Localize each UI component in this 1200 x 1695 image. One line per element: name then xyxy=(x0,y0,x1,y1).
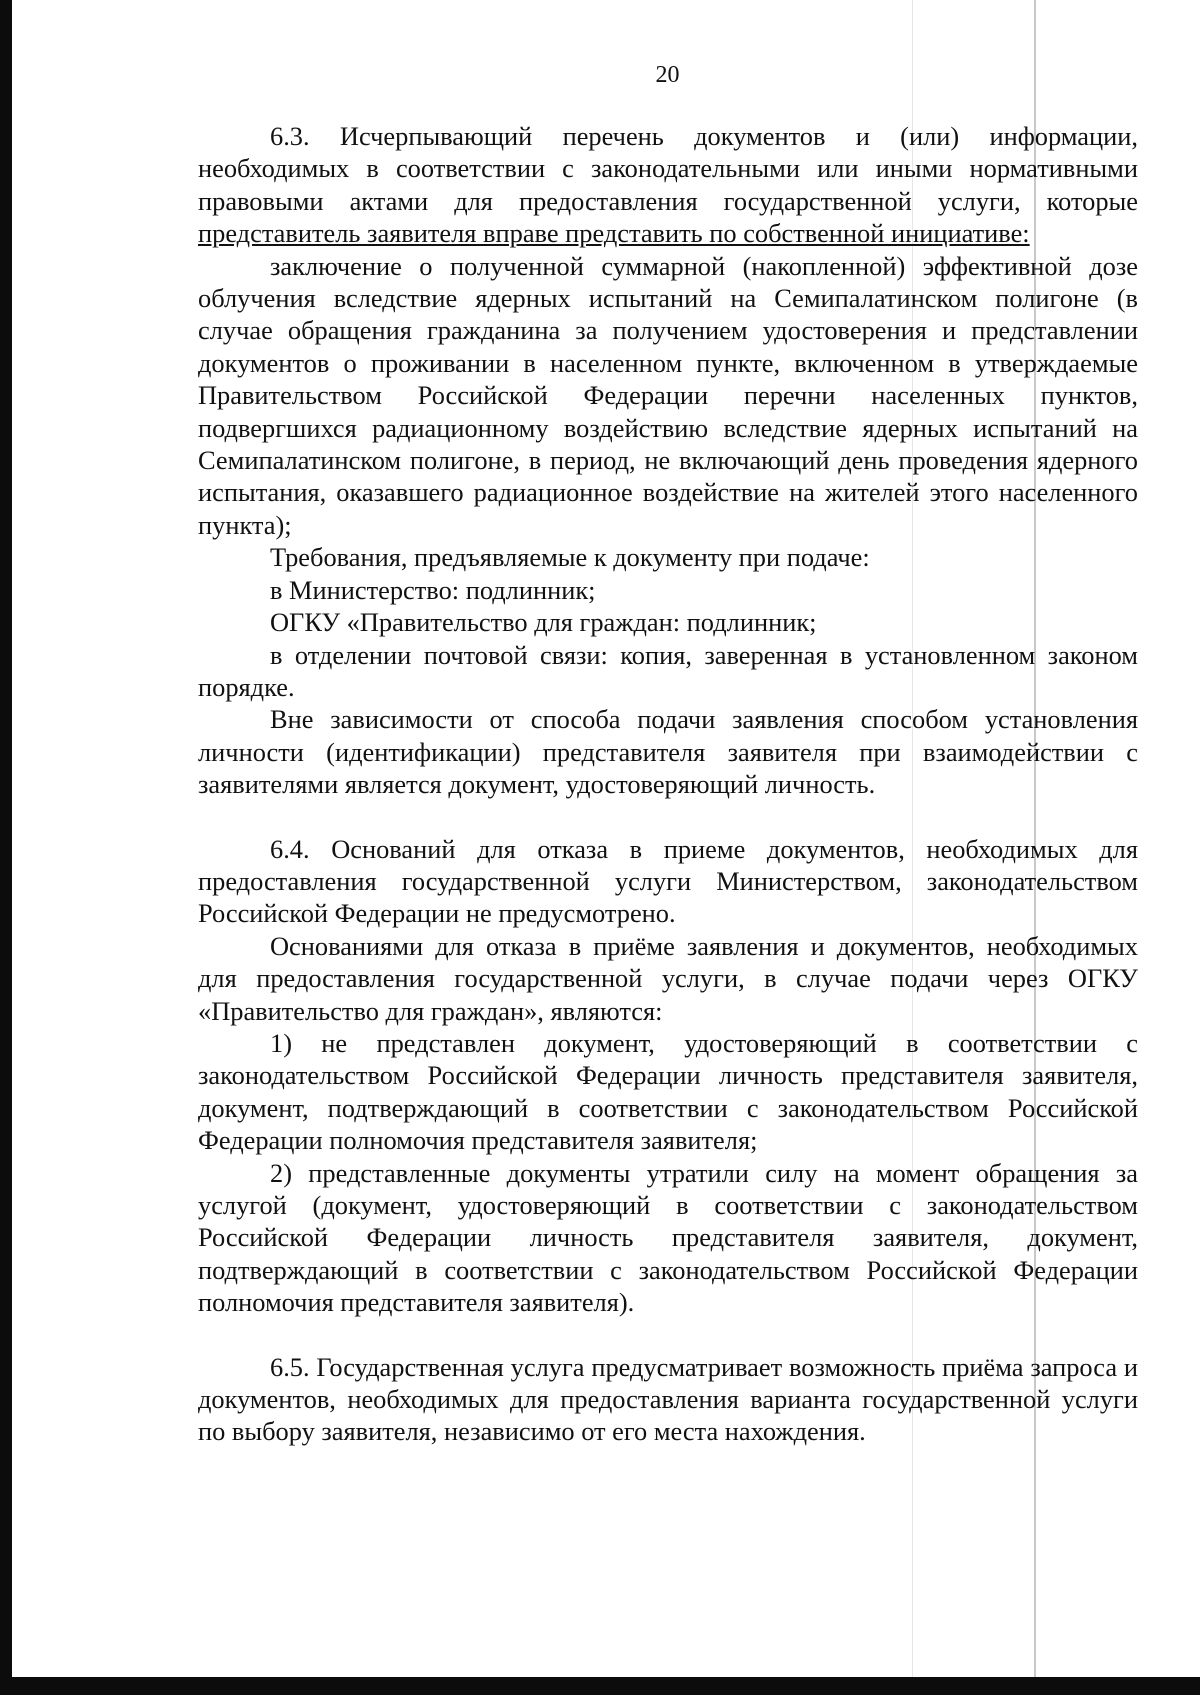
section-6-4-paragraph: 1) не представлен документ, удостоверяющий в соответствии с законодательством Российской Федерации личность представителя заявителя, документ, подтверждающий в соответствии с законодательством Российской Федерации полномочия представителя заявителя; xyxy=(198,1027,1138,1156)
section-6-4-paragraph: 6.4. Оснований для отказа в приеме документов, необходимых для предоставления государственной услуги Министерством, законодательством Российской Федерации не предусмотрено. xyxy=(198,833,1138,929)
section-6-3-lead-text: 6.3. Исчерпывающий перечень документов и (или) информации, необходимых в соответствии с законодательными или иными нормативными правовыми актами для предоставления государственной услуги, которые xyxy=(198,121,1138,216)
scan-border-bottom xyxy=(0,1677,1200,1695)
scan-border-left xyxy=(0,0,12,1695)
section-6-3-paragraph: в отделении почтовой связи: копия, заверенная в установленном законом порядке. xyxy=(198,639,1138,702)
section-6-3-paragraph: в Министерство: подлинник; xyxy=(270,574,596,605)
section-6-3-lead xyxy=(198,120,1138,250)
section-spacer xyxy=(198,801,1138,833)
section-6-3-paragraph: Требования, предъявляемые к документу при подаче: xyxy=(270,542,870,573)
section-6-4-paragraph: Основаниями для отказа в приёме заявления и документов, необходимых для предоставления государственной услуги, в случае подачи через ОГКУ «Правительство для граждан», являются: xyxy=(198,930,1138,1026)
section-6-3-paragraph: заключение о полученной суммарной (накопленной) эффективной дозе облучения вследствие ядерных испытаний на Семипалатинском полигоне (в случае обращения гражданина за получением удостоверения и представлении документов о проживании в населенном пункте, включенном в утверждаемые Правительством Российской Федерации перечни населенных пунктов, подвергшихся радиационному воздействию вследствие ядерных испытаний на Семипалатинском полигоне, в период, не включающий день проведения ядерного испытания, оказавшего радиационное воздействие на жителей этого населенного пункта); xyxy=(198,250,1138,540)
section-spacer xyxy=(198,1319,1138,1351)
section-6-3-underlined-text: представитель заявителя вправе представить по собственной инициативе: xyxy=(198,218,1030,249)
document-body xyxy=(198,120,1138,1448)
section-6-3-paragraph: Вне зависимости от способа подачи заявления способом установления личности (идентификации) представителя заявителя при взаимодействии с заявителями является документ, удостоверяющий личность. xyxy=(198,704,1138,800)
section-6-3-paragraph: ОГКУ «Правительство для граждан: подлинник; xyxy=(270,607,817,638)
section-6-4-paragraph: 2) представленные документы утратили силу на момент обращения за услугой (документ, удостоверяющий в соответствии с законодательством Российской Федерации личность представителя заявителя, документ, подтверждающий в соответствии с законодательством Российской Федерации полномочия представителя заявителя). xyxy=(198,1157,1138,1318)
page-number: 20 xyxy=(655,62,680,88)
section-6-5-paragraph: 6.5. Государственная услуга предусматривает возможность приёма запроса и документов, необходимых для предоставления варианта государственной услуги по выбору заявителя, независимо от его места нахождения. xyxy=(198,1351,1138,1447)
